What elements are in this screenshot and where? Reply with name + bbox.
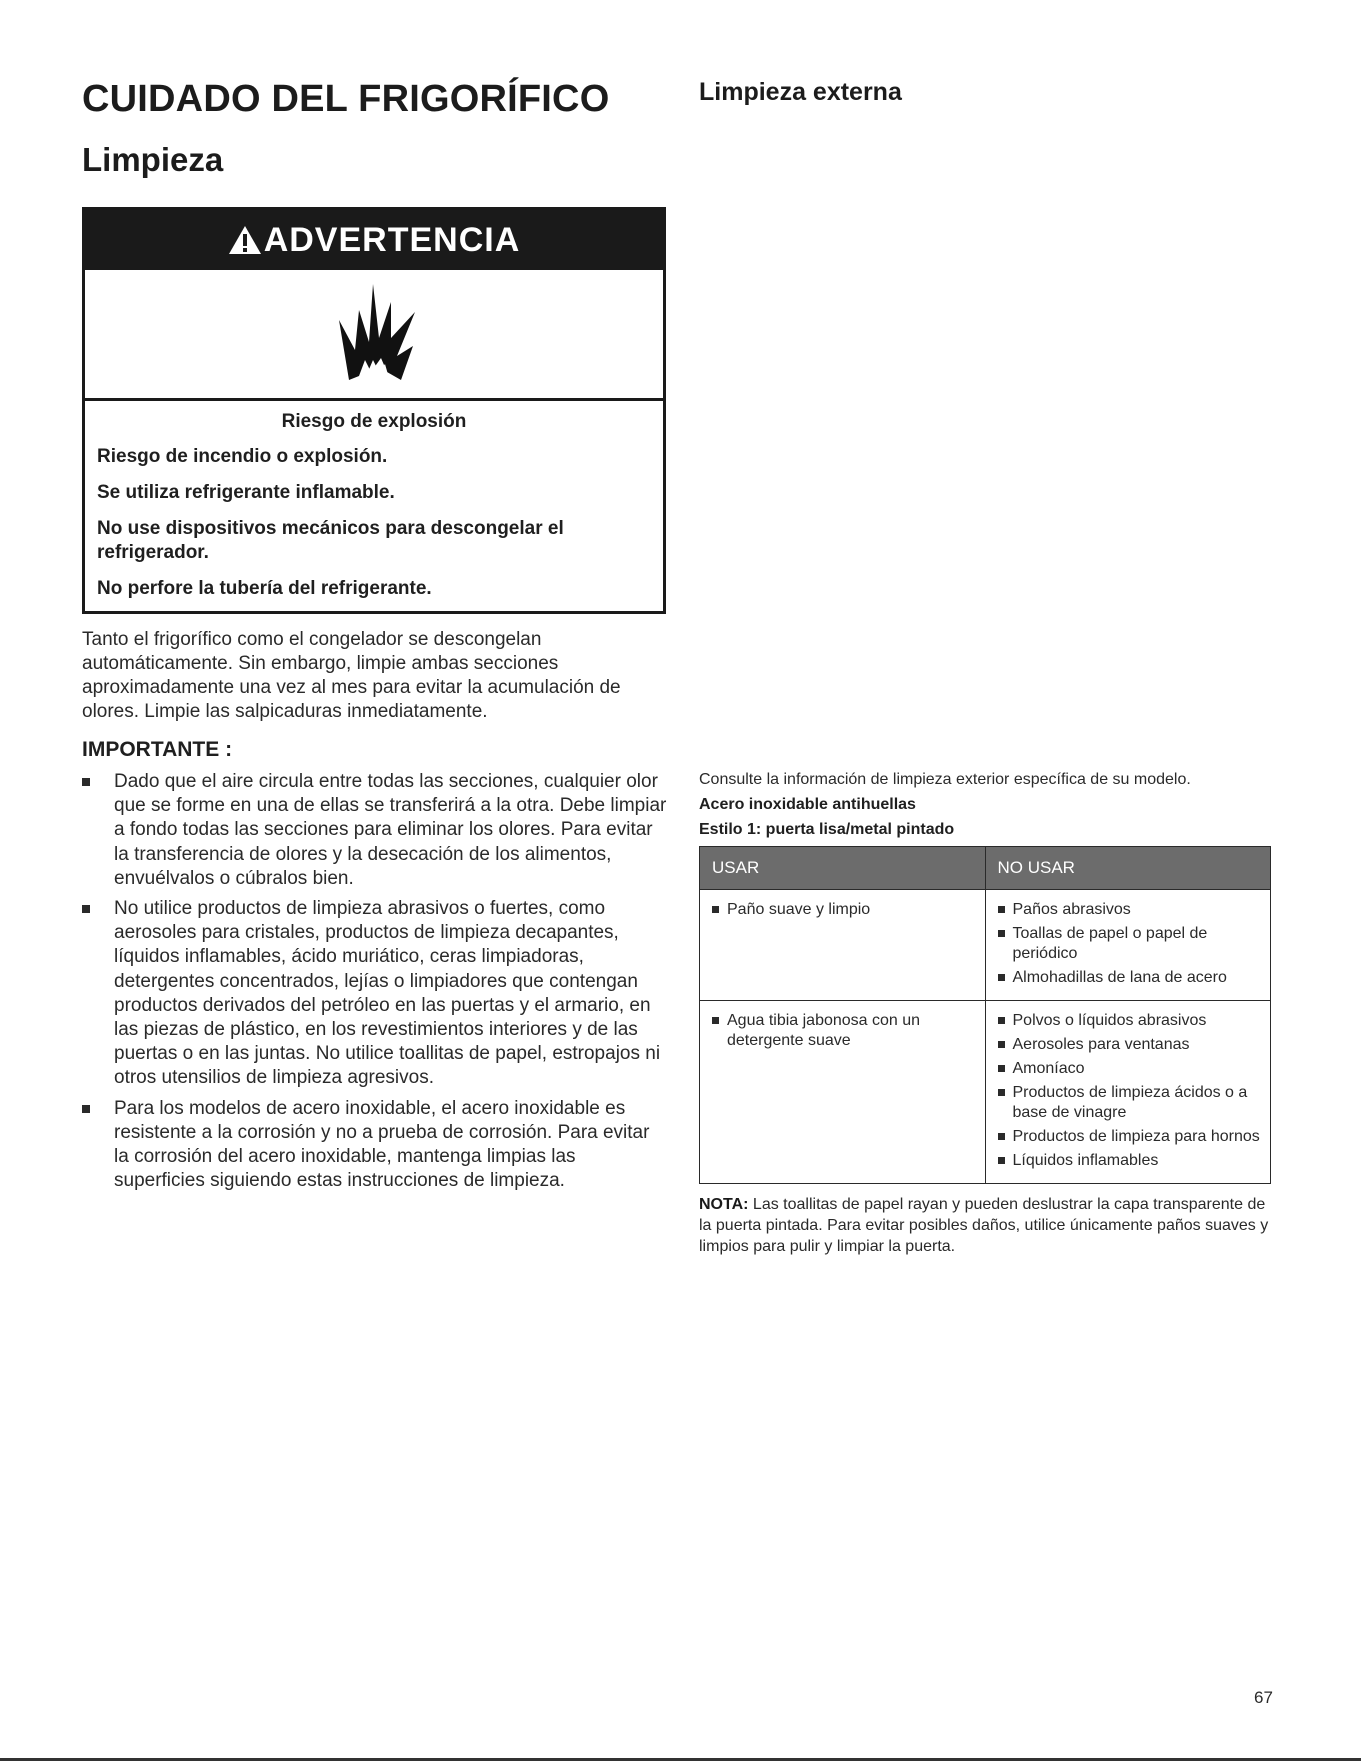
use-list: [712, 900, 975, 920]
list-item: Polvos o líquidos abrasivos: [998, 1011, 1261, 1031]
explosion-icon: [319, 280, 429, 388]
table-row: [700, 1001, 1271, 1184]
left-column: [82, 70, 668, 1199]
column-header-no-use: NO USAR: [985, 847, 1271, 890]
list-item: Para los modelos de acero inoxidable, el acero inoxidable es resistente a la corrosión y no a prueba de corrosión. Para evitar la corrosión del acero inoxidable, mantenga limpias las superficies siguiendo estas instrucciones de limpieza.: [82, 1097, 668, 1194]
warning-header-text: ADVERTENCIA: [263, 220, 521, 259]
warning-line: Riesgo de incendio o explosión.: [97, 446, 388, 467]
use-cell: [700, 890, 986, 1001]
no-use-list: [998, 1011, 1261, 1171]
list-item: Paños abrasivos: [998, 900, 1261, 920]
list-item: Productos de limpieza ácidos o a base de vinagre: [998, 1083, 1261, 1123]
note-paragraph: [699, 1194, 1274, 1257]
warning-line: Se utiliza refrigerante inflamable.: [97, 482, 395, 503]
list-item: Amoníaco: [998, 1059, 1261, 1079]
right-column-content: [699, 770, 1274, 1257]
intro-paragraph: Tanto el frigorífico como el congelador se descongelan automáticamente. Sin embargo, limpie ambas secciones aproximadamente una vez al mes para evitar la acumulación de olores. Limpie las salpicaduras inmediatamente.: [82, 629, 621, 722]
list-item: Aerosoles para ventanas: [998, 1035, 1261, 1055]
list-item: No utilice productos de limpieza abrasivos o fuertes, como aerosoles para cristales, productos de limpieza decapantes, líquidos inflamables, ácido muriático, ceras limpiadoras, detergentes concentrados, lejías o limpiadores que contengan productos derivados del petróleo en las puertas y el armario, en las piezas de plástico, en los revestimientos interiores y de las puertas o en las juntas. No utilice toallitas de papel, estropajos ni otros utensilios de limpieza agresivos.: [82, 897, 668, 1091]
note-text: Las toallitas de papel rayan y pueden deslustrar la capa transparente de la puerta pintada. Para evitar posibles daños, utilice únicamente paños suaves y limpios para pulir y limpiar la puerta.: [699, 1196, 1269, 1255]
note-label: NOTA:: [699, 1196, 749, 1213]
section-title: Limpieza: [82, 141, 224, 178]
important-list: [82, 770, 668, 1193]
table-header-row: [700, 847, 1271, 890]
list-item: Paño suave y limpio: [712, 900, 975, 920]
list-item: Toallas de papel o papel de periódico: [998, 924, 1261, 964]
list-item: Almohadillas de lana de acero: [998, 968, 1261, 988]
important-heading: IMPORTANTE :: [82, 738, 233, 761]
explosion-symbol: [85, 270, 663, 401]
warning-box: [82, 207, 666, 614]
use-list: [712, 1011, 975, 1051]
consult-text: Consulte la información de limpieza exterior específica de su modelo.: [699, 771, 1191, 788]
cleaning-table: [699, 846, 1271, 1184]
style-label: Estilo 1: puerta lisa/metal pintado: [699, 821, 955, 838]
list-item: Dado que el aire circula entre todas las secciones, cualquier olor que se forme en una de ellas se transferirá a la otra. Debe limpiar a fondo todas las secciones para eliminar los olores. Para evitar la transferencia de olores y la desecación de los alimentos, envuélvalos o cúbralos bien.: [82, 770, 668, 891]
warning-line: No use dispositivos mecánicos para descongelar el refrigerador.: [97, 518, 564, 563]
risk-title: Riesgo de explosión: [281, 411, 467, 432]
finish-label: Acero inoxidable antihuellas: [699, 796, 916, 813]
warning-header: [85, 210, 663, 270]
warning-triangle-icon: [228, 225, 262, 255]
no-use-list: [998, 900, 1261, 988]
page-title: CUIDADO DEL FRIGORÍFICO: [82, 78, 610, 120]
table-row: [700, 890, 1271, 1001]
list-item: Líquidos inflamables: [998, 1151, 1261, 1171]
right-column-header: [699, 78, 1273, 107]
warning-body: [85, 401, 663, 611]
list-item: Productos de limpieza para hornos: [998, 1127, 1261, 1147]
column-header-use: USAR: [700, 847, 986, 890]
no-use-cell: [985, 890, 1271, 1001]
page-number: 67: [1254, 1688, 1273, 1707]
list-item: Agua tibia jabonosa con un detergente suave: [712, 1011, 975, 1051]
external-cleaning-title: Limpieza externa: [699, 78, 902, 106]
use-cell: [700, 1001, 986, 1184]
warning-line: No perfore la tubería del refrigerante.: [97, 578, 432, 599]
no-use-cell: [985, 1001, 1271, 1184]
